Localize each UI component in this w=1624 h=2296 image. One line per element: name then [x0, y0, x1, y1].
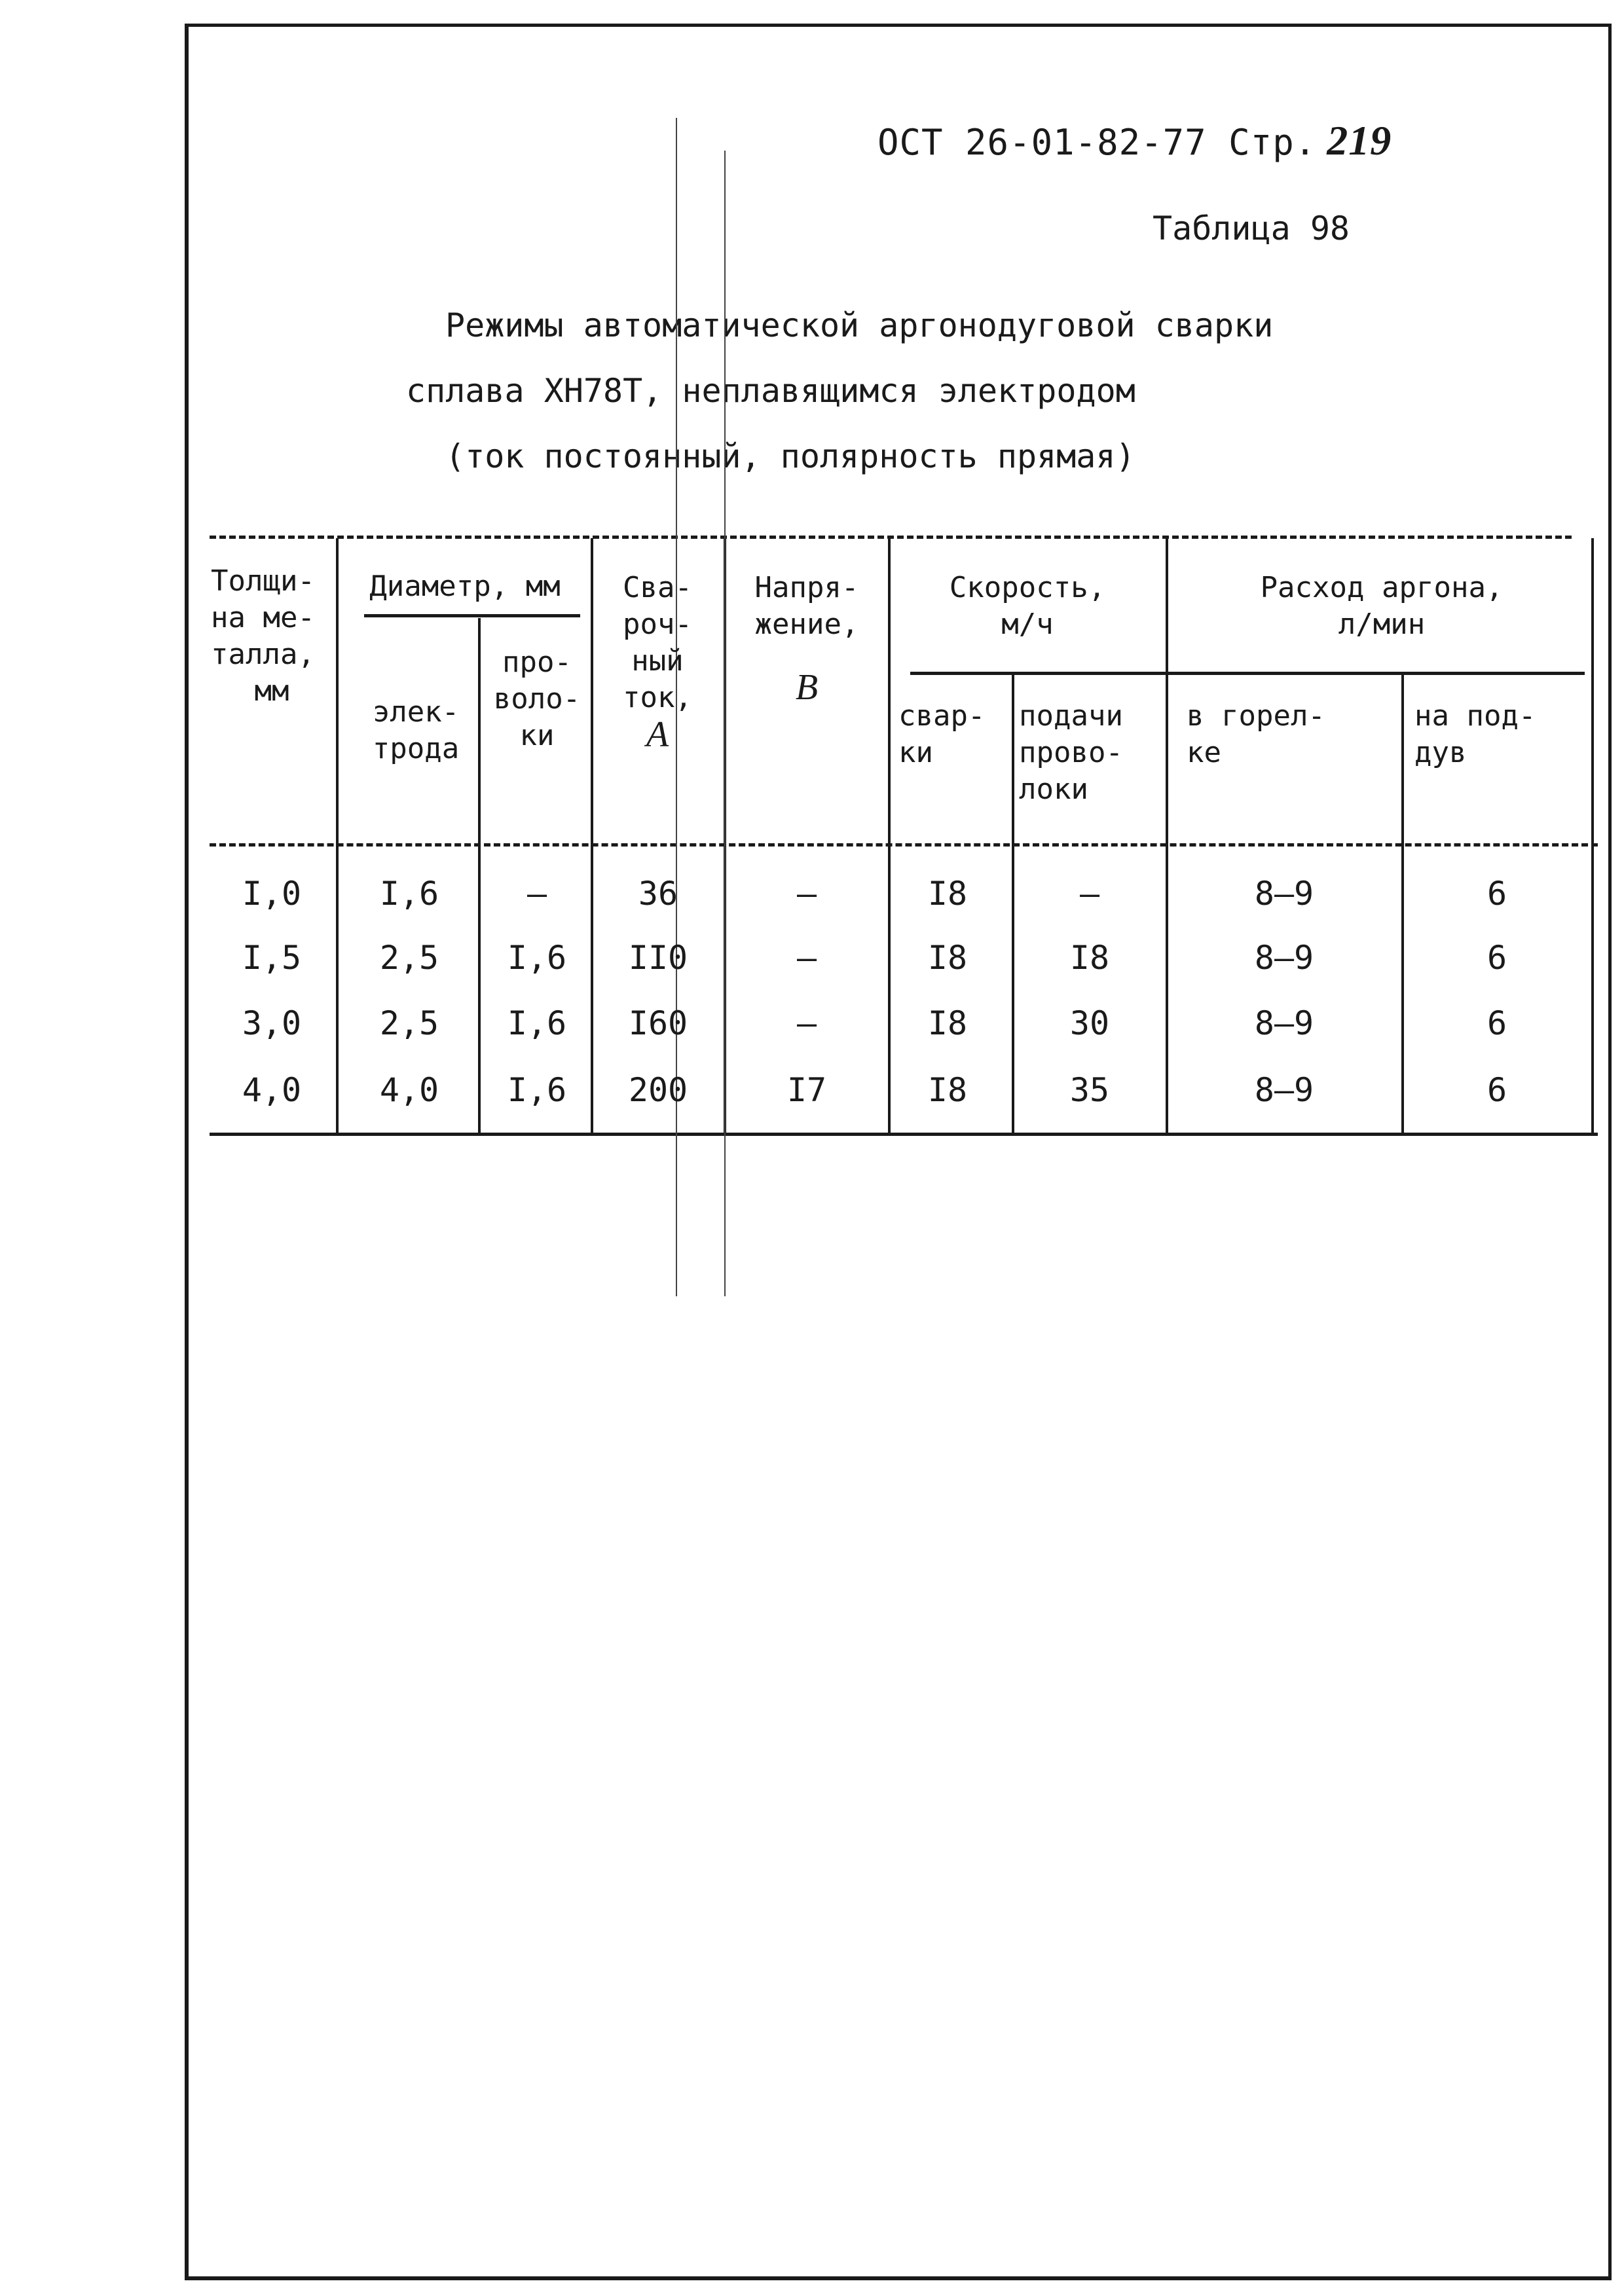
cell-speed-weld: I8 [927, 875, 968, 913]
cell-speed-feed: – [1079, 875, 1100, 913]
table-title-line-1: Режимы автоматической аргонодуговой сварки [445, 306, 1274, 344]
cell-electrode: I,6 [379, 875, 439, 913]
header-speed-feed: подачи прово- локи [1019, 699, 1123, 806]
header-diameter: Диаметр, мм [369, 570, 561, 603]
cell-thickness: 4,0 [242, 1071, 302, 1109]
standard-code: ОСТ 26-01-82-77 Стр. [877, 122, 1317, 163]
cell-thickness: I,5 [242, 939, 302, 977]
cell-voltage: I7 [786, 1071, 827, 1109]
cell-speed-weld: I8 [927, 1071, 968, 1109]
cell-argon-torch: 8–9 [1254, 939, 1314, 977]
col-divider [1166, 538, 1168, 1133]
cell-thickness: 3,0 [242, 1004, 302, 1042]
cell-wire: – [526, 875, 547, 913]
cell-speed-feed: 30 [1069, 1004, 1110, 1042]
cell-argon-backing: 6 [1486, 1004, 1507, 1042]
cell-argon-backing: 6 [1486, 875, 1507, 913]
header-thickness: Толщи- на ме- талла, мм [211, 564, 315, 708]
cell-argon-torch: 8–9 [1254, 1071, 1314, 1109]
page-frame [185, 24, 1612, 2280]
scan-artifact-line [724, 151, 726, 1296]
cell-thickness: I,0 [242, 875, 302, 913]
cell-voltage: – [796, 939, 817, 977]
header-electrode: элек- трода [372, 695, 460, 765]
col-divider [1401, 674, 1404, 1133]
table-label: Таблица 98 [1153, 210, 1350, 247]
cell-current: I60 [628, 1004, 688, 1042]
col-divider [591, 538, 593, 1133]
col-divider [1012, 674, 1014, 1133]
cell-argon-backing: 6 [1486, 1071, 1507, 1109]
cell-argon-torch: 8–9 [1254, 875, 1314, 913]
header-voltage: Напря- жение, В [754, 571, 859, 708]
cell-voltage: – [796, 875, 817, 913]
table-top-rule [210, 536, 1572, 539]
cell-voltage: – [796, 1004, 817, 1042]
header-argon-backing: на под- дув [1414, 699, 1536, 769]
cell-speed-weld: I8 [927, 1004, 968, 1042]
cell-speed-weld: I8 [927, 939, 968, 977]
cell-electrode: 2,5 [379, 1004, 439, 1042]
cell-electrode: 4,0 [379, 1071, 439, 1109]
page-number: 219 [1327, 117, 1392, 164]
cell-current: II0 [628, 939, 688, 977]
header-wire: про- воло- ки [493, 646, 581, 752]
header-speed: Скорость, м/ч [949, 571, 1106, 641]
document-header [877, 117, 1392, 165]
header-argon: Расход аргона, л/мин [1260, 571, 1504, 641]
table-bottom-rule [210, 1133, 1598, 1136]
cell-current: 200 [628, 1071, 688, 1109]
cell-electrode: 2,5 [379, 939, 439, 977]
header-argon-torch: в горел- ке [1187, 699, 1325, 769]
cell-wire: I,6 [507, 939, 567, 977]
cell-speed-feed: I8 [1069, 939, 1110, 977]
cell-current: 36 [638, 875, 678, 913]
header-current: Сва- роч- ный ток, А [623, 571, 692, 755]
header-bottom-rule [210, 843, 1598, 847]
diameter-subrule [364, 614, 580, 617]
col-divider [336, 538, 339, 1133]
cell-argon-torch: 8–9 [1254, 1004, 1314, 1042]
header-speed-weld: свар- ки [898, 699, 986, 769]
table-title-line-2: сплава ХН78Т, неплавящимся электродом [406, 372, 1135, 410]
cell-wire: I,6 [507, 1004, 567, 1042]
table-title-line-3: (ток постоянный, полярность прямая) [445, 437, 1135, 475]
cell-speed-feed: 35 [1069, 1071, 1110, 1109]
col-divider [888, 538, 891, 1133]
col-divider [1591, 538, 1594, 1133]
col-divider [478, 618, 481, 1133]
cell-wire: I,6 [507, 1071, 567, 1109]
cell-argon-backing: 6 [1486, 939, 1507, 977]
